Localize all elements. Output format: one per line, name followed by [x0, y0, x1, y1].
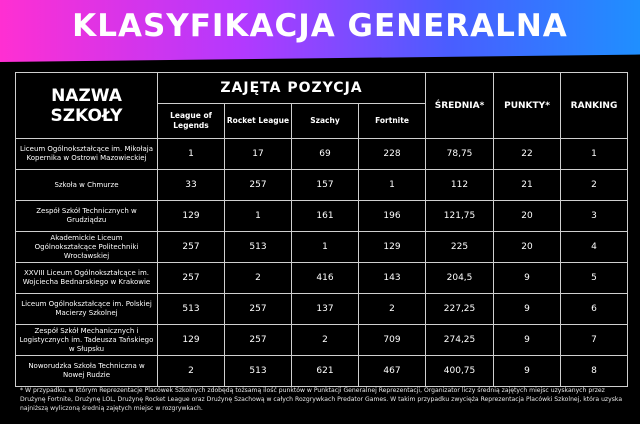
school-name-cell: Szkoła w Chmurze — [16, 170, 158, 201]
school-name-cell: Akademickie Liceum Ogólnokształcące Politechniki Wrocławskiej — [16, 232, 158, 263]
table-row — [16, 263, 628, 294]
average-header: ŚREDNIA* — [426, 73, 494, 139]
average-cell: 227,25 — [426, 294, 494, 325]
average-cell: 274,25 — [426, 325, 494, 356]
school-name-cell: Noworudzka Szkoła Techniczna w Nowej Rudzie — [16, 356, 158, 387]
table-row — [16, 170, 628, 201]
fortnite-position-cell: 129 — [359, 232, 426, 263]
chess-position-cell: 161 — [292, 201, 359, 232]
points-cell: 9 — [494, 294, 561, 325]
rocket-league-position-cell: 257 — [225, 170, 292, 201]
rocket-league-position-cell: 2 — [225, 263, 292, 294]
ranking-table — [15, 72, 628, 387]
lol-position-cell: 257 — [158, 232, 225, 263]
game-header-chess: Szachy — [292, 104, 359, 139]
game-header-lol: League of Legends — [158, 104, 225, 139]
fortnite-position-cell: 1 — [359, 170, 426, 201]
table-row — [16, 294, 628, 325]
ranking-cell: 8 — [561, 356, 628, 387]
rocket-league-position-cell: 513 — [225, 356, 292, 387]
game-header-fortnite: Fortnite — [359, 104, 426, 139]
table-row — [16, 325, 628, 356]
points-cell: 9 — [494, 263, 561, 294]
average-cell: 225 — [426, 232, 494, 263]
chess-position-cell: 137 — [292, 294, 359, 325]
points-header: PUNKTY* — [494, 73, 561, 139]
fortnite-position-cell: 228 — [359, 139, 426, 170]
points-cell: 9 — [494, 356, 561, 387]
lol-position-cell: 2 — [158, 356, 225, 387]
rocket-league-position-cell: 257 — [225, 294, 292, 325]
school-name-cell: Zespół Szkół Technicznych w Grudziądzu — [16, 201, 158, 232]
ranking-table-container — [15, 72, 627, 387]
rocket-league-position-cell: 513 — [225, 232, 292, 263]
page-title: KLASYFIKACJA GENERALNA — [72, 8, 568, 44]
average-cell: 204,5 — [426, 263, 494, 294]
game-header-rocket-league: Rocket League — [225, 104, 292, 139]
school-name-cell: Liceum Ogólnokształcące im. Polskiej Macierzy Szkolnej — [16, 294, 158, 325]
table-row — [16, 232, 628, 263]
lol-position-cell: 129 — [158, 201, 225, 232]
chess-position-cell: 621 — [292, 356, 359, 387]
lol-position-cell: 257 — [158, 263, 225, 294]
chess-position-cell: 1 — [292, 232, 359, 263]
ranking-cell: 2 — [561, 170, 628, 201]
rocket-league-position-cell: 257 — [225, 325, 292, 356]
chess-position-cell: 2 — [292, 325, 359, 356]
lol-position-cell: 513 — [158, 294, 225, 325]
chess-position-cell: 416 — [292, 263, 359, 294]
position-group-header: ZAJĘTA POZYCJA — [158, 73, 426, 104]
points-cell: 20 — [494, 201, 561, 232]
lol-position-cell: 1 — [158, 139, 225, 170]
average-cell: 121,75 — [426, 201, 494, 232]
ranking-header: RANKING — [561, 73, 628, 139]
points-cell: 21 — [494, 170, 561, 201]
lol-position-cell: 129 — [158, 325, 225, 356]
chess-position-cell: 157 — [292, 170, 359, 201]
fortnite-position-cell: 2 — [359, 294, 426, 325]
ranking-cell: 4 — [561, 232, 628, 263]
fortnite-position-cell: 143 — [359, 263, 426, 294]
points-cell: 9 — [494, 325, 561, 356]
table-row — [16, 139, 628, 170]
average-cell: 78,75 — [426, 139, 494, 170]
points-cell: 22 — [494, 139, 561, 170]
lol-position-cell: 33 — [158, 170, 225, 201]
table-row — [16, 356, 628, 387]
average-cell: 112 — [426, 170, 494, 201]
rocket-league-position-cell: 17 — [225, 139, 292, 170]
school-name-header: NAZWA SZKOŁY — [16, 73, 158, 139]
chess-position-cell: 69 — [292, 139, 359, 170]
ranking-cell: 3 — [561, 201, 628, 232]
ranking-cell: 7 — [561, 325, 628, 356]
table-row — [16, 201, 628, 232]
fortnite-position-cell: 196 — [359, 201, 426, 232]
ranking-cell: 5 — [561, 263, 628, 294]
footnote: * W przypadku, w którym Reprezentacje Placówek Szkolnych zdobędą tożsamą ilość punktów w Punktacji Generalnej Reprezentacji, Organizator liczy średnią zajętych miejsc uzyskanych przez Drużynę Fortnite, Drużynę LOL, Drużynę Rocket League oraz Drużynę Szachową w całych Rozgrywkach Predator Games. W takim przypadku zwycięża Reprezentacja Placówki Szkolnej, która uzyska najniższą wyliczoną średnią zajętych miejsc w rozgrywkach. — [20, 387, 623, 412]
fortnite-position-cell: 467 — [359, 356, 426, 387]
points-cell: 20 — [494, 232, 561, 263]
ranking-cell: 6 — [561, 294, 628, 325]
average-cell: 400,75 — [426, 356, 494, 387]
ranking-cell: 1 — [561, 139, 628, 170]
school-name-cell: XXVIII Liceum Ogólnokształcące im. Wojciecha Bednarskiego w Krakowie — [16, 263, 158, 294]
fortnite-position-cell: 709 — [359, 325, 426, 356]
school-name-cell: Zespół Szkół Mechanicznych i Logistycznych im. Tadeusza Tańskiego w Słupsku — [16, 325, 158, 356]
school-name-cell: Liceum Ogólnokształcące im. Mikołaja Kopernika w Ostrowi Mazowieckiej — [16, 139, 158, 170]
rocket-league-position-cell: 1 — [225, 201, 292, 232]
